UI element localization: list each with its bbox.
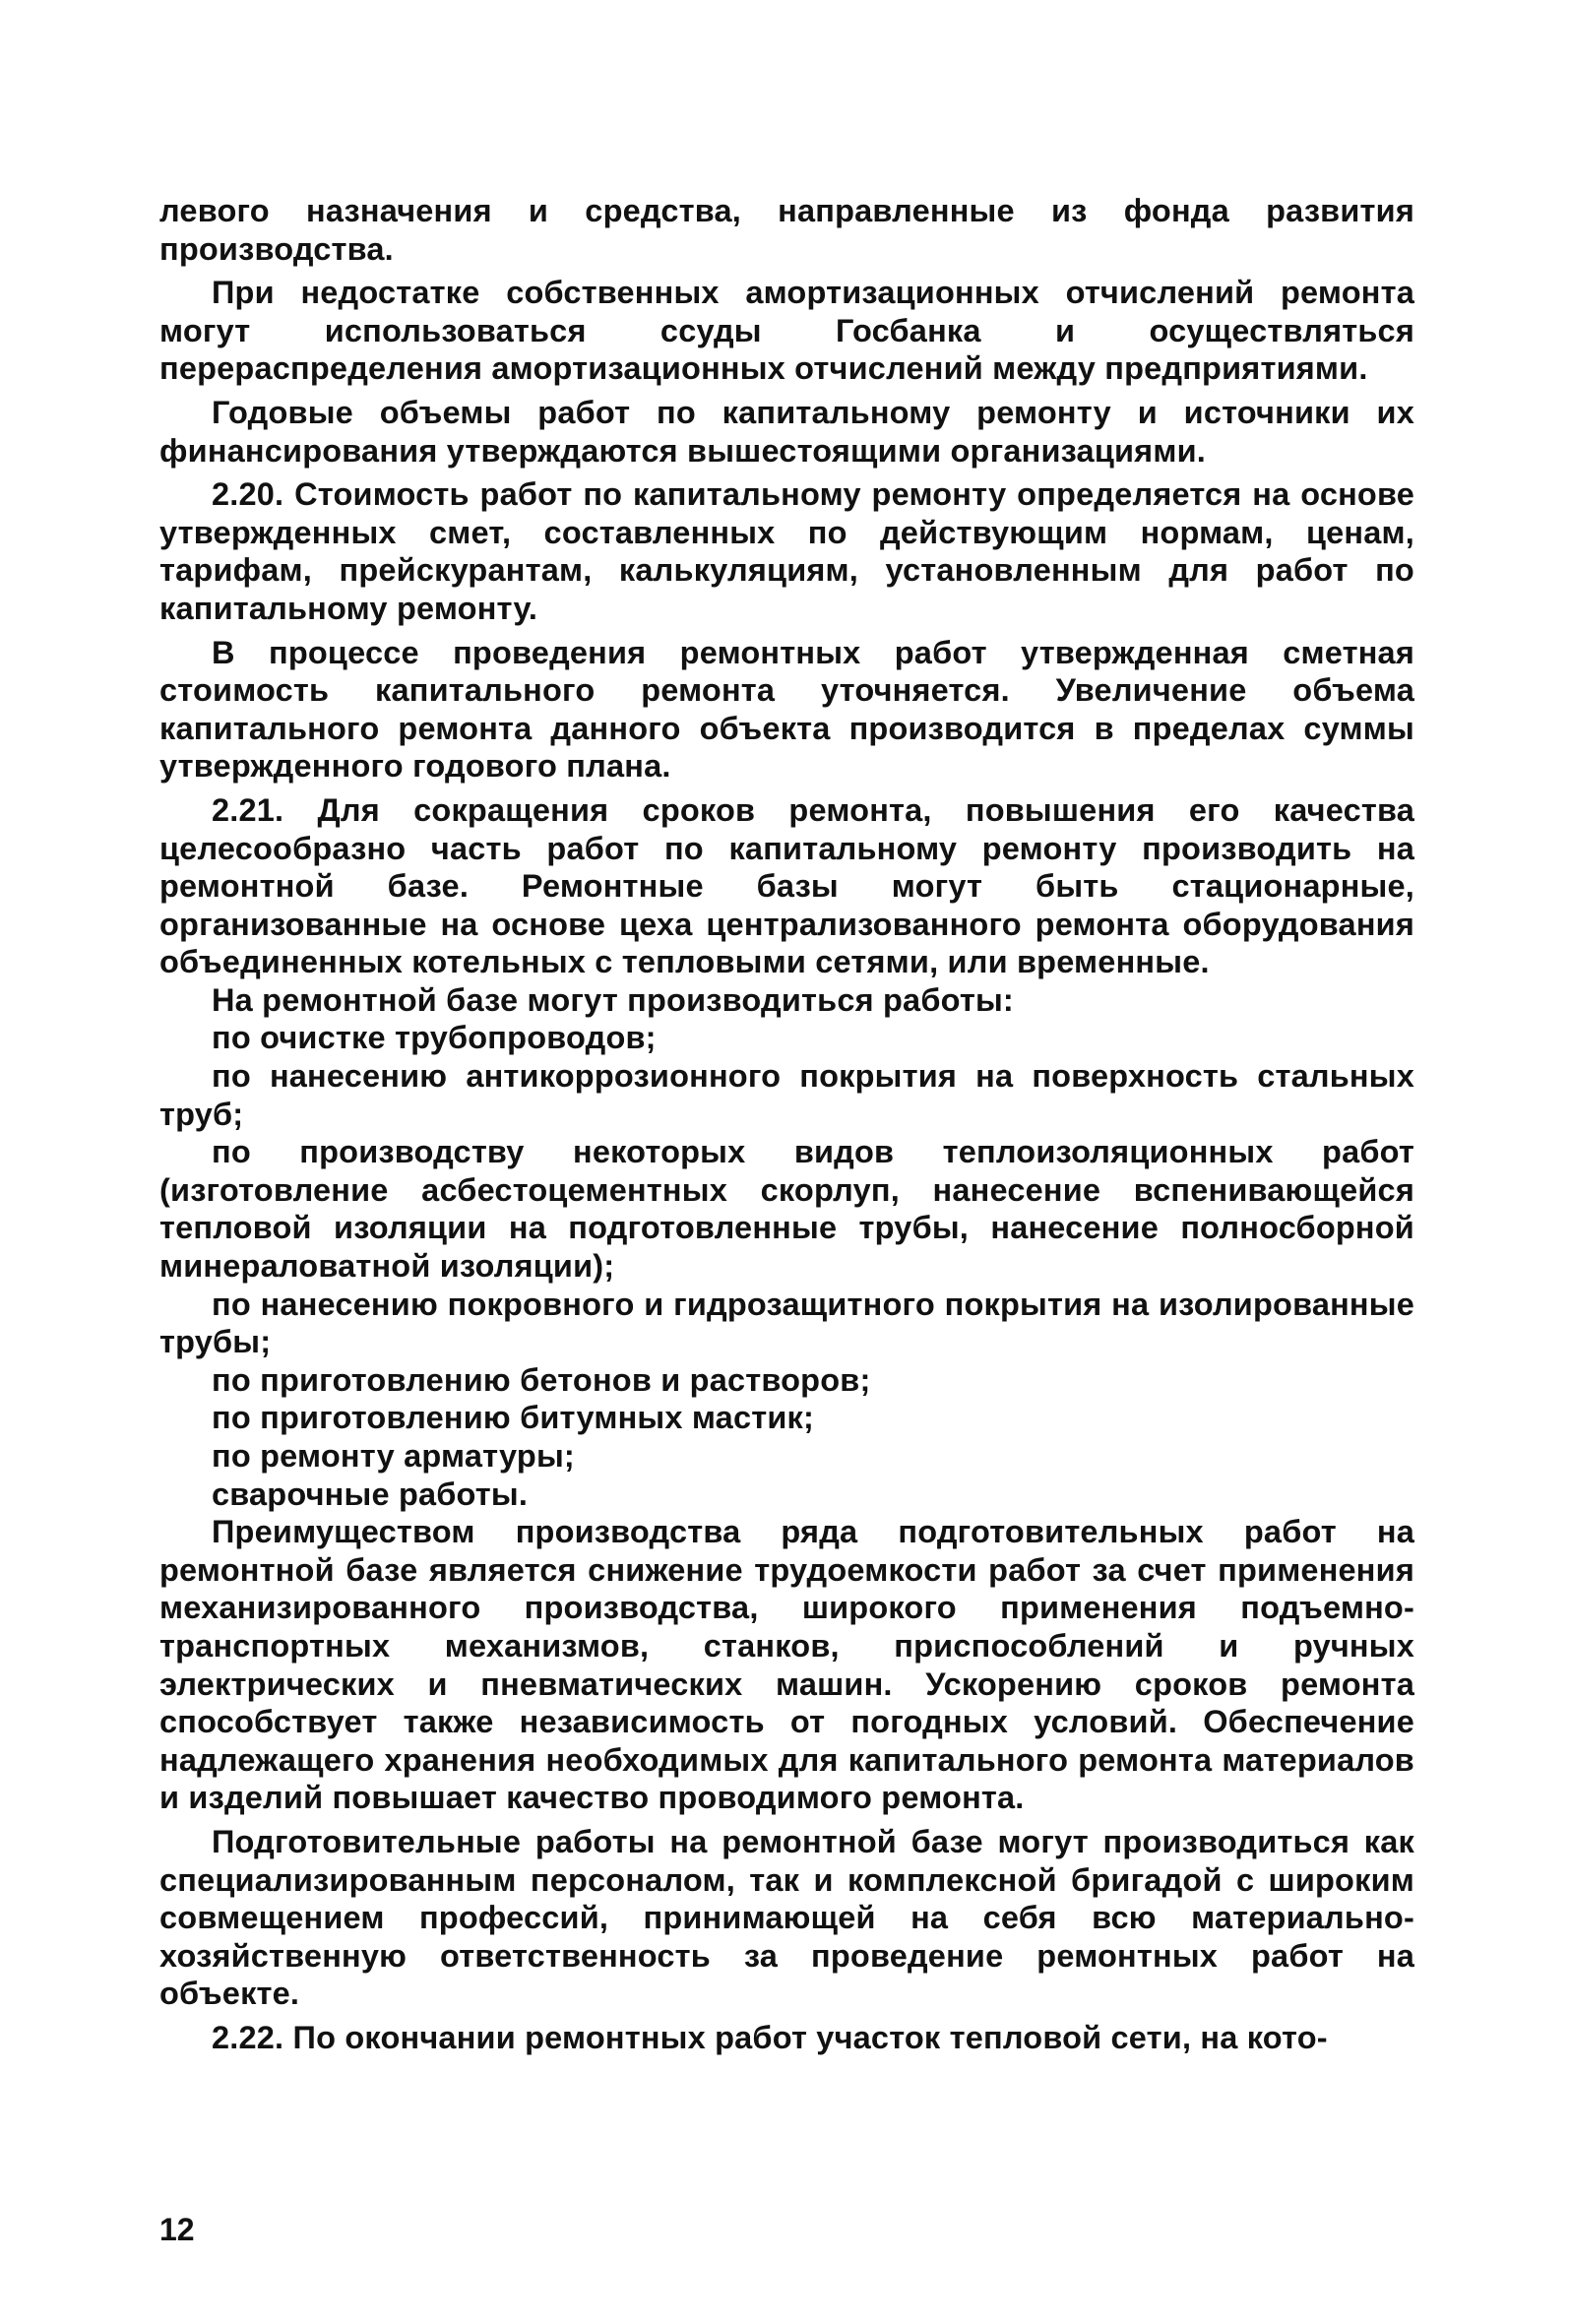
paragraph: При недостатке собственных амортизационных отчислений ремонта могут использоваться ссуды Госбанка и осуществляться перераспределения амортизационных отчислений между предприятиями. — [159, 275, 1414, 387]
body-text — [159, 192, 1414, 2057]
paragraph: левого назначения и средства, направленные из фонда развития производства. — [159, 193, 1414, 267]
section-number: 2.21. — [212, 791, 284, 828]
paragraph-2-22 — [159, 2019, 1414, 2057]
list-item: по очистке трубопроводов; — [212, 1020, 657, 1056]
paragraph: Подготовительные работы на ремонтной базе могут производиться как специализированным персоналом, так и комплексной бригадой с широким совмещением профессий, принимающей на себя всю материально-хозяйственную ответственность за проведение ремонтных работ на объекте. — [159, 1823, 1414, 2012]
section-number: 2.20. — [212, 476, 284, 513]
paragraph-2-21 — [159, 791, 1414, 981]
list-item: по приготовлению битумных мастик; — [212, 1400, 815, 1436]
list-item: сварочные работы. — [212, 1476, 529, 1512]
paragraph-text: Для сокращения сроков ремонта, повышения его качества целесообразно часть работ по капитальному ремонту производить на ремонтной базе. Ремонтные базы могут быть стационарные, организованные на основе цеха централизованного ремонта оборудования объединенных котельных с тепловыми сетями, или временные. — [159, 791, 1414, 980]
paragraph: Годовые объемы работ по капитальному ремонту и источники их финансирования утверждаются вышестоящими организациями. — [159, 394, 1414, 469]
list-item: по ремонту арматуры; — [212, 1438, 575, 1474]
page-number: 12 — [159, 2212, 195, 2247]
paragraph-text: По окончании ремонтных работ участок тепловой сети, на кото- — [292, 2019, 1328, 2055]
paragraph: На ремонтной базе могут производиться работы: — [212, 981, 1014, 1018]
paragraph: Преимуществом производства ряда подготовительных работ на ремонтной базе является снижение трудоемкости работ за счет применения механизированного производства, широкого применения подъемно-транспортных механизмов, станков, приспособлений и ручных электрических и пневматических машин. Ускорению сроков ремонта способствует также независимость от погодных условий. Обеспечение надлежащего хранения необходимых для капитального ремонта материалов и изделий повышает качество проводимого ремонта. — [159, 1514, 1414, 1816]
paragraph-2-20 — [159, 475, 1414, 627]
list-item: по приготовлению бетонов и растворов; — [212, 1361, 871, 1398]
paragraph-text: Стоимость работ по капитальному ремонту определяется на основе утвержденных смет, составленных по действующим нормам, ценам, тарифам, прейскурантам, калькуляциям, установленным для работ по капитальному ремонту. — [159, 476, 1415, 626]
list-item: по нанесению покровного и гидрозащитного покрытия на изолированные трубы; — [159, 1286, 1414, 1360]
list-item: по нанесению антикоррозионного покрытия на поверхность стальных труб; — [159, 1058, 1414, 1132]
list-item: по производству некоторых видов теплоизоляционных работ (изготовление асбестоцементных скорлуп, нанесение вспенивающейся тепловой изоляции на подготовленные трубы, нанесение полносборной минераловатной изоляции); — [159, 1134, 1414, 1285]
paragraph: В процессе проведения ремонтных работ утвержденная сметная стоимость капитального ремонта уточняется. Увеличение объема капитального ремонта данного объекта производится в пределах суммы утвержденного годового плана. — [159, 634, 1414, 785]
section-number: 2.22. — [212, 2019, 284, 2055]
